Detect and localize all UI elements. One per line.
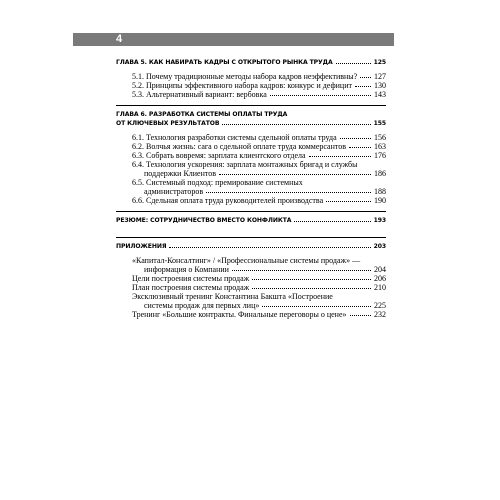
toc-page-number: 193 (373, 217, 386, 224)
toc-section-title: Тренинг «Большие контракты. Финальные переговоры о цене» (132, 310, 347, 319)
toc-page-number: 190 (374, 196, 386, 205)
toc-page-number: 210 (374, 283, 386, 292)
toc-page-number: 204 (374, 265, 386, 274)
toc-page-number: 156 (374, 133, 386, 142)
toc-chapter-6-line1: ГЛАВА 6. РАЗРАБОТКА СИСТЕМЫ ОПЛАТЫ ТРУДА (116, 111, 288, 118)
leader-dots (262, 306, 371, 307)
toc-section-line1: Эксклюзивный тренинг Константина Бакшта «Построение (132, 292, 333, 301)
leader-dots (252, 288, 371, 289)
toc-section (116, 133, 386, 142)
toc-page-number: 176 (374, 151, 386, 160)
toc-section-title: Цели построения системы продаж (132, 274, 250, 283)
toc-chapter-title: ОТ КЛЮЧЕВЫХ РЕЗУЛЬТАТОВ (116, 120, 220, 127)
leader-dots (355, 86, 371, 87)
toc-summary (116, 216, 386, 225)
table-of-contents (116, 58, 386, 319)
toc-section-line1: «Капитал-Консалтинг» / «Профессиональные системы продаж» — (132, 256, 361, 265)
toc-chapter-title: ГЛАВА 5. КАК НАБИРАТЬ КАДРЫ С ОТКРЫТОГО РЫНКА ТРУДА (116, 59, 333, 66)
toc-section (116, 196, 386, 205)
toc-page-number: 163 (374, 142, 386, 151)
toc-section (116, 81, 386, 90)
leader-dots (169, 247, 370, 248)
toc-section-title: 5.2. Принципы эффективного набора кадров: конкурс и дефицит (132, 81, 352, 90)
leader-dots (270, 95, 371, 96)
toc-page-number: 130 (374, 81, 386, 90)
leader-dots (336, 63, 371, 64)
toc-section-title: 6.3. Собрать вовремя: зарплата клиентского отдела (132, 151, 306, 160)
toc-section-title: поддержки Клиентов (144, 169, 217, 178)
toc-chapter-title: РЕЗЮМЕ: СОТРУДНИЧЕСТВО ВМЕСТО КОНФЛИКТА (116, 217, 292, 224)
leader-dots (349, 147, 371, 148)
toc-section-title: 6.2. Волчья жизнь: сага о сдельной оплате труда коммерсантов (132, 142, 347, 151)
leader-dots (219, 174, 371, 175)
page-number: 4 (116, 33, 123, 45)
toc-page-number: 125 (373, 59, 386, 66)
toc-page-number: 155 (373, 120, 386, 127)
toc-page-number: 225 (374, 301, 386, 310)
toc-section-line1: 6.5. Системный подход: премирование системных (132, 178, 303, 187)
toc-section-title: администраторов (144, 187, 204, 196)
leader-dots (309, 156, 371, 157)
toc-section-title: План построения системы продаж (132, 283, 250, 292)
toc-section (116, 142, 386, 151)
toc-section-title: системы продаж для первых лиц» (144, 301, 260, 310)
toc-section (116, 283, 386, 292)
toc-page-number: 127 (374, 72, 386, 81)
leader-dots (222, 124, 370, 125)
leader-dots (350, 315, 371, 316)
divider (116, 211, 386, 212)
toc-page-number: 206 (374, 274, 386, 283)
toc-chapter-title: ПРИЛОЖЕНИЯ (116, 243, 167, 250)
toc-section (116, 151, 386, 160)
leader-dots (206, 192, 371, 193)
toc-section-title: 5.1. Почему традиционные методы набора кадров неэффективны? (132, 72, 358, 81)
toc-section (116, 265, 386, 274)
divider (116, 105, 386, 106)
toc-section-title: 5.3. Альтернативный вариант: вербовка (132, 90, 267, 99)
toc-chapter-6 (116, 119, 386, 128)
toc-section-title: информация о Компании (144, 265, 229, 274)
leader-dots (326, 201, 371, 202)
toc-section (116, 274, 386, 283)
toc-page-number: 188 (374, 187, 386, 196)
toc-section (116, 90, 386, 99)
toc-section (116, 310, 386, 319)
toc-chapter-5 (116, 58, 386, 67)
leader-dots (232, 270, 371, 271)
leader-dots (252, 279, 371, 280)
toc-section (116, 72, 386, 81)
toc-section-line1: 6.4. Технология ускорения: зарплата монтажных бригад и службы (132, 160, 358, 169)
toc-page-number: 232 (374, 310, 386, 319)
leader-dots (360, 77, 371, 78)
toc-section-title: 6.1. Технология разработки системы сдельной оплаты труда (132, 133, 337, 142)
leader-dots (294, 221, 370, 222)
toc-page-number: 143 (374, 90, 386, 99)
toc-section (116, 169, 386, 178)
divider (116, 237, 386, 238)
toc-appendix (116, 242, 386, 251)
toc-section (116, 187, 386, 196)
toc-section-title: 6.6. Сдельная оплата труда руководителей производства (132, 196, 324, 205)
leader-dots (340, 138, 371, 139)
toc-page-number: 186 (374, 169, 386, 178)
toc-section (116, 301, 386, 310)
toc-page-number: 203 (373, 243, 386, 250)
